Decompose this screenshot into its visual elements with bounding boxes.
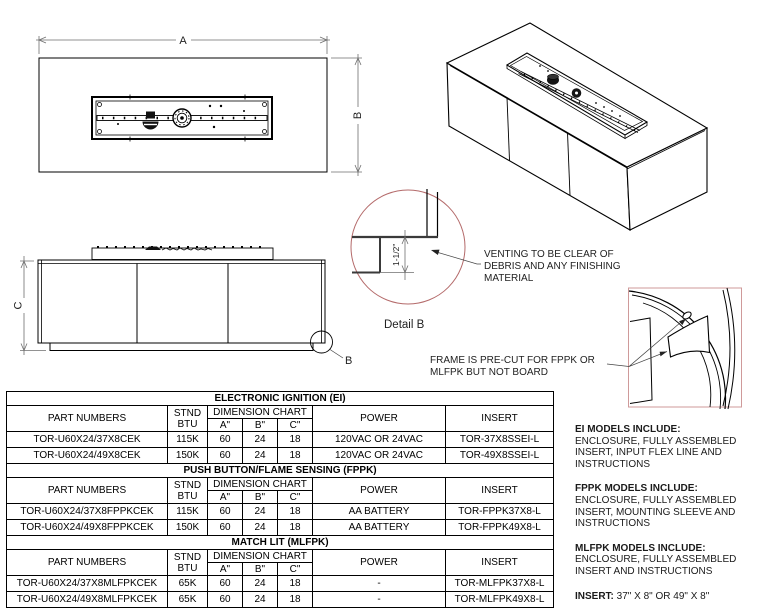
dimension-b (331, 54, 364, 176)
section-title: MATCH LIT (MLFPK) (7, 536, 554, 550)
cell-part: TOR-U60X24/37X8FPPKCEK (7, 504, 168, 520)
detail-b-callout-label: B (345, 355, 353, 367)
frame-note-line: MLFPK BUT NOT BOARD (430, 367, 548, 378)
detail-b-title: Detail B (384, 319, 425, 331)
cell-a: 60 (208, 432, 243, 448)
section-title-row-fppk (7, 464, 554, 478)
cell-c: 18 (278, 576, 313, 592)
table-row (7, 592, 554, 608)
fppk-models-note: FPPK MODELS INCLUDE: ENCLOSURE, FULLY ASSEMBLED INSERT, MOUNTING SLEEVE AND INSTRUCTIONS (575, 483, 737, 530)
cell-btu: 115K (168, 432, 208, 448)
cell-btu: 115K (168, 504, 208, 520)
col-header-insert: INSERT (446, 550, 554, 576)
cell-btu: 65K (168, 592, 208, 608)
dim-a-label: A (179, 35, 187, 47)
detail-b-panel (427, 189, 438, 237)
frame-precut-note (430, 355, 615, 379)
cell-b: 24 (243, 520, 278, 536)
frame-panel (630, 318, 652, 404)
cell-insert: TOR-37X8SSEI-L (446, 432, 554, 448)
pilot-block (146, 112, 155, 119)
cell-insert: TOR-49X8SSEI-L (446, 448, 554, 464)
cell-c: 18 (278, 520, 313, 536)
detail-b-view (351, 189, 481, 304)
cell-a: 60 (208, 520, 243, 536)
cell-b: 24 (243, 576, 278, 592)
col-header-insert: INSERT (446, 406, 554, 432)
col-header-stnd-btu: STND BTU (168, 406, 208, 432)
cell-power: - (313, 592, 446, 608)
cell-insert: TOR-FPPK49X8-L (446, 520, 554, 536)
col-header-dimension-chart: DIMENSION CHART (208, 478, 313, 491)
cell-part: TOR-U60X24/49X8FPPKCEK (7, 520, 168, 536)
cell-part: TOR-U60X24/49X8CEK (7, 448, 168, 464)
cell-insert: TOR-FPPK37X8-L (446, 504, 554, 520)
col-header-stnd-btu: STND BTU (168, 478, 208, 504)
cell-power: AA BATTERY (313, 504, 446, 520)
cell-part: TOR-U60X24/37X8CEK (7, 432, 168, 448)
col-header-power: POWER (313, 550, 446, 576)
cell-b: 24 (243, 432, 278, 448)
col-header-insert: INSERT (446, 478, 554, 504)
venting-leader (433, 251, 481, 264)
cell-btu: 150K (168, 520, 208, 536)
venting-note (484, 249, 624, 285)
cell-a: 60 (208, 592, 243, 608)
col-header-a: A" (208, 419, 243, 432)
col-header-power: POWER (313, 406, 446, 432)
col-header-dimension-chart: DIMENSION CHART (208, 406, 313, 419)
top-view (39, 58, 327, 172)
table-row (7, 432, 554, 448)
front-view (38, 247, 352, 368)
cell-c: 18 (278, 432, 313, 448)
col-header-a: A" (208, 491, 243, 504)
venting-note-line: VENTING TO BE CLEAR OF (484, 249, 614, 260)
col-header-b: B" (243, 419, 278, 432)
cell-power: 120VAC OR 24VAC (313, 432, 446, 448)
cell-btu: 150K (168, 448, 208, 464)
section-title-row-ei (7, 392, 554, 406)
frame-precut-detail-view (607, 288, 742, 409)
insert-size-note: INSERT: 37" X 8" OR 49" X 8" (575, 590, 710, 602)
cell-power: AA BATTERY (313, 520, 446, 536)
precut-opening (668, 316, 710, 357)
cell-part: TOR-U60X24/37X8MLFPKCEK (7, 576, 168, 592)
front-base (50, 343, 313, 351)
cell-power: - (313, 576, 446, 592)
vent-gap-dim-label: 1-1/2" (391, 243, 401, 267)
frame-arrowhead (660, 352, 667, 357)
col-header-a: A" (208, 563, 243, 576)
col-header-c: C" (278, 419, 313, 432)
frame-note-line: FRAME IS PRE-CUT FOR FPPK OR (430, 355, 595, 366)
section-title-row-mlfpk (7, 536, 554, 550)
mlfpk-models-note: MLFPK MODELS INCLUDE: ENCLOSURE, FULLY ASSEMBLED INSERT AND INSTRUCTIONS (575, 542, 737, 577)
front-igniter-silhouette (145, 247, 161, 251)
col-header-stnd-btu: STND BTU (168, 550, 208, 576)
cell-part: TOR-U60X24/49X8MLFPKCEK (7, 592, 168, 608)
cell-b: 24 (243, 592, 278, 608)
table-row (7, 520, 554, 536)
col-header-dimension-chart: DIMENSION CHART (208, 550, 313, 563)
ei-models-note: EI MODELS INCLUDE: ENCLOSURE, FULLY ASSEMBLED INSERT, INPUT FLEX LINE AND INSTRUCTIONS (575, 424, 737, 470)
venting-arrowhead (431, 250, 440, 255)
cell-b: 24 (243, 504, 278, 520)
model-notes (575, 424, 747, 615)
col-header-part-numbers: PART NUMBERS (7, 550, 168, 576)
detail-b-base-step (352, 237, 380, 273)
venting-note-line: DEBRIS AND ANY FINISHING (484, 261, 621, 272)
cell-btu: 65K (168, 576, 208, 592)
section-title: PUSH BUTTON/FLAME SENSING (FPPK) (7, 464, 554, 478)
col-header-c: C" (278, 491, 313, 504)
dim-c-label: C (12, 301, 25, 310)
section-title: ELECTRONIC IGNITION (EI) (7, 392, 554, 406)
front-body-outline (38, 260, 325, 343)
dimension-a (36, 35, 330, 54)
cell-b: 24 (243, 448, 278, 464)
cell-insert: TOR-MLFPK49X8-L (446, 592, 554, 608)
cell-c: 18 (278, 592, 313, 608)
detail-b-callout-leader (330, 350, 343, 359)
isometric-view (447, 23, 707, 230)
table-row (7, 576, 554, 592)
cell-c: 18 (278, 504, 313, 520)
table-row (7, 504, 554, 520)
col-header-b: B" (243, 491, 278, 504)
col-header-c: C" (278, 563, 313, 576)
col-header-part-numbers: PART NUMBERS (7, 478, 168, 504)
col-header-b: B" (243, 563, 278, 576)
cell-power: 120VAC OR 24VAC (313, 448, 446, 464)
cell-c: 18 (278, 448, 313, 464)
table-row (7, 448, 554, 464)
cell-a: 60 (208, 448, 243, 464)
dim-b-label: B (352, 111, 364, 120)
venting-note-line: MATERIAL (484, 273, 534, 284)
detail-b-boundary-circle (351, 190, 465, 304)
col-header-part-numbers: PART NUMBERS (7, 406, 168, 432)
col-header-power: POWER (313, 478, 446, 504)
spec-table (6, 391, 554, 608)
cell-a: 60 (208, 576, 243, 592)
cell-a: 60 (208, 504, 243, 520)
cell-insert: TOR-MLFPK37X8-L (446, 576, 554, 592)
